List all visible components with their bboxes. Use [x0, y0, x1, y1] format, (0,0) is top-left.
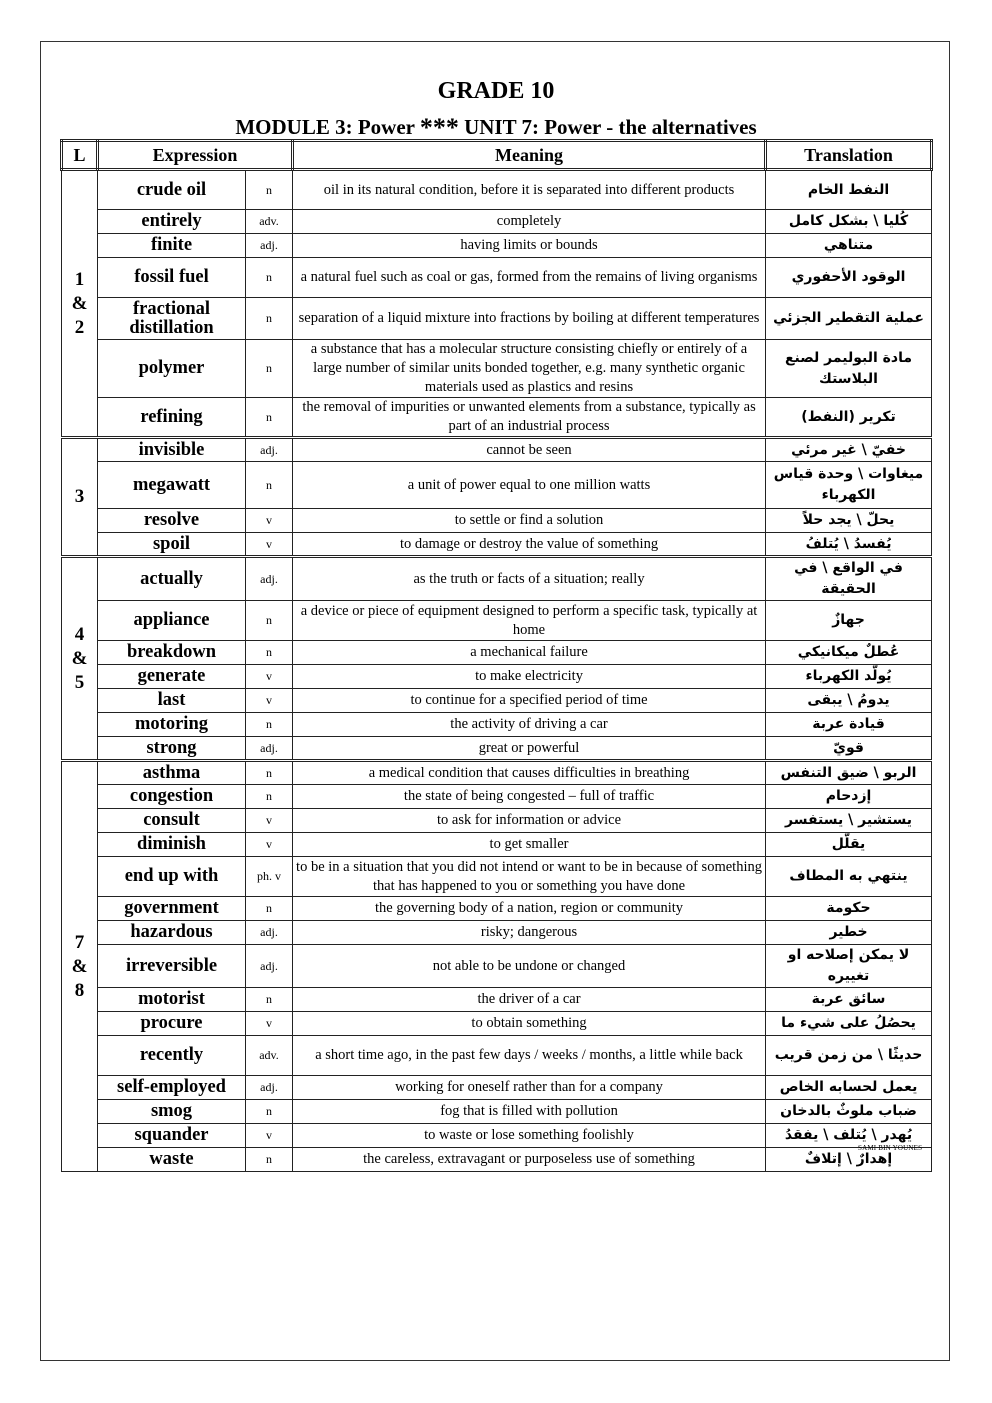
- meaning-text: separation of a liquid mixture into fractions by boiling at different temperatures: [293, 298, 766, 340]
- arabic-translation: الوقود الأحفوري: [766, 258, 932, 298]
- part-of-speech: v: [246, 833, 293, 857]
- vocab-row: [62, 398, 932, 438]
- expression-word: procure: [98, 1012, 246, 1036]
- meaning-text: to continue for a specified period of time: [293, 689, 766, 713]
- part-of-speech: n: [246, 258, 293, 298]
- vocab-row: [62, 170, 932, 210]
- part-of-speech: n: [246, 462, 293, 509]
- expression-word: invisible: [98, 438, 246, 462]
- meaning-text: having limits or bounds: [293, 234, 766, 258]
- expression-word: generate: [98, 665, 246, 689]
- meaning-text: to obtain something: [293, 1012, 766, 1036]
- expression-word: self-employed: [98, 1076, 246, 1100]
- arabic-translation: الربو \ ضيق التنفس: [766, 761, 932, 785]
- part-of-speech: adj.: [246, 438, 293, 462]
- arabic-translation: يُهدر \ يُتلف \ يفقدُ: [766, 1124, 932, 1148]
- arabic-translation: حديثًا \ من زمن قريب: [766, 1036, 932, 1076]
- grade-title: GRADE 10: [437, 78, 555, 104]
- vocab-row: [62, 509, 932, 533]
- vocab-row: [62, 210, 932, 234]
- author-signature: SAMI BIN YOUNES: [858, 1144, 923, 1152]
- vocab-row: [62, 1124, 932, 1148]
- arabic-translation: جهازٌ: [766, 601, 932, 641]
- meaning-text: working for oneself rather than for a company: [293, 1076, 766, 1100]
- module-prefix: MODULE 3: Power: [235, 115, 420, 139]
- arabic-translation: يحلّ \ يجد حلاً: [766, 509, 932, 533]
- meaning-text: the activity of driving a car: [293, 713, 766, 737]
- expression-word: strong: [98, 737, 246, 761]
- expression-word: motorist: [98, 988, 246, 1012]
- part-of-speech: adj.: [246, 945, 293, 988]
- expression-word: last: [98, 689, 246, 713]
- arabic-translation: ضباب ملوثٌ بالدخان: [766, 1100, 932, 1124]
- expression-word: asthma: [98, 761, 246, 785]
- arabic-translation: لا يمكن إصلاحه او تغييره: [766, 945, 932, 988]
- expression-word: polymer: [98, 340, 246, 398]
- expression-word: congestion: [98, 785, 246, 809]
- arabic-translation: كُليا \ بشكل كامل: [766, 210, 932, 234]
- meaning-text: a mechanical failure: [293, 641, 766, 665]
- expression-word: hazardous: [98, 921, 246, 945]
- vocab-row: [62, 641, 932, 665]
- arabic-translation: إهدارٌ \ إتلافٌ: [766, 1148, 932, 1172]
- vocab-row: [62, 945, 932, 988]
- meaning-text: completely: [293, 210, 766, 234]
- meaning-text: the driver of a car: [293, 988, 766, 1012]
- part-of-speech: n: [246, 298, 293, 340]
- part-of-speech: adj.: [246, 557, 293, 601]
- vocab-row: [62, 462, 932, 509]
- meaning-text: not able to be undone or changed: [293, 945, 766, 988]
- meaning-text: a medical condition that causes difficulties in breathing: [293, 761, 766, 785]
- meaning-text: to be in a situation that you did not intend or want to be in because of something that has happened to you or something you have done: [293, 857, 766, 897]
- part-of-speech: n: [246, 1148, 293, 1172]
- arabic-translation: في الواقع \ في الحقيقة: [766, 557, 932, 601]
- vocab-row: [62, 1148, 932, 1172]
- arabic-translation: مادة البوليمر لصنع البلاستك: [766, 340, 932, 398]
- meaning-text: to waste or lose something foolishly: [293, 1124, 766, 1148]
- part-of-speech: n: [246, 988, 293, 1012]
- expression-word: megawatt: [98, 462, 246, 509]
- meaning-text: the governing body of a nation, region or community: [293, 897, 766, 921]
- vocab-row: [62, 1012, 932, 1036]
- expression-word: government: [98, 897, 246, 921]
- meaning-text: cannot be seen: [293, 438, 766, 462]
- vocab-row: [62, 438, 932, 462]
- module-title: [0, 111, 992, 141]
- part-of-speech: v: [246, 1012, 293, 1036]
- col-lesson: L: [62, 141, 98, 170]
- arabic-translation: إزدحام: [766, 785, 932, 809]
- expression-word: recently: [98, 1036, 246, 1076]
- part-of-speech: v: [246, 509, 293, 533]
- expression-word: irreversible: [98, 945, 246, 988]
- meaning-text: the careless, extravagant or purposeless use of something: [293, 1148, 766, 1172]
- expression-word: waste: [98, 1148, 246, 1172]
- arabic-translation: يدومُ \ يبقى: [766, 689, 932, 713]
- part-of-speech: n: [246, 897, 293, 921]
- part-of-speech: n: [246, 1100, 293, 1124]
- vocab-row: [62, 234, 932, 258]
- part-of-speech: n: [246, 340, 293, 398]
- arabic-translation: ينتهي به المطاف: [766, 857, 932, 897]
- vocab-row: [62, 737, 932, 761]
- arabic-translation: قيادة عربة: [766, 713, 932, 737]
- expression-word: refining: [98, 398, 246, 438]
- part-of-speech: n: [246, 641, 293, 665]
- expression-word: finite: [98, 234, 246, 258]
- vocab-row: [62, 897, 932, 921]
- expression-word: diminish: [98, 833, 246, 857]
- expression-word: entirely: [98, 210, 246, 234]
- vocab-row: [62, 665, 932, 689]
- arabic-translation: خفيّ \ غير مرئي: [766, 438, 932, 462]
- vocab-row: [62, 298, 932, 340]
- vocab-row: [62, 761, 932, 785]
- arabic-translation: حكومة: [766, 897, 932, 921]
- expression-word: breakdown: [98, 641, 246, 665]
- vocab-row: [62, 833, 932, 857]
- unit-title: UNIT 7: Power - the alternatives: [458, 115, 757, 139]
- vocab-row: [62, 1076, 932, 1100]
- vocabulary-body: [62, 170, 932, 1172]
- meaning-text: risky; dangerous: [293, 921, 766, 945]
- arabic-translation: النفط الخام: [766, 170, 932, 210]
- arabic-translation: يحصُلُ على شيء ما: [766, 1012, 932, 1036]
- lesson-label: 3: [62, 438, 98, 557]
- meaning-text: to make electricity: [293, 665, 766, 689]
- vocab-row: [62, 340, 932, 398]
- header-row: [62, 141, 932, 170]
- meaning-text: fog that is filled with pollution: [293, 1100, 766, 1124]
- part-of-speech: adj.: [246, 921, 293, 945]
- part-of-speech: n: [246, 713, 293, 737]
- meaning-text: to ask for information or advice: [293, 809, 766, 833]
- expression-word: spoil: [98, 533, 246, 557]
- expression-word: crude oil: [98, 170, 246, 210]
- vocab-row: [62, 713, 932, 737]
- meaning-text: a short time ago, in the past few days / weeks / months, a little while back: [293, 1036, 766, 1076]
- expression-word: consult: [98, 809, 246, 833]
- vocab-row: [62, 533, 932, 557]
- vocab-row: [62, 1036, 932, 1076]
- vocab-row: [62, 921, 932, 945]
- arabic-translation: تكرير (النفط): [766, 398, 932, 438]
- meaning-text: great or powerful: [293, 737, 766, 761]
- arabic-translation: متناهي: [766, 234, 932, 258]
- col-translation: Translation: [766, 141, 932, 170]
- vocab-row: [62, 785, 932, 809]
- part-of-speech: adj.: [246, 737, 293, 761]
- part-of-speech: n: [246, 601, 293, 641]
- col-expression: Expression: [98, 141, 293, 170]
- part-of-speech: n: [246, 785, 293, 809]
- arabic-translation: خطير: [766, 921, 932, 945]
- meaning-text: a device or piece of equipment designed to perform a specific task, typically at home: [293, 601, 766, 641]
- arabic-translation: يستشير \ يستفسر: [766, 809, 932, 833]
- meaning-text: a natural fuel such as coal or gas, formed from the remains of living organisms: [293, 258, 766, 298]
- expression-word: fossil fuel: [98, 258, 246, 298]
- part-of-speech: adv.: [246, 210, 293, 234]
- part-of-speech: adj.: [246, 234, 293, 258]
- vocabulary-table: [60, 139, 933, 1172]
- expression-word: smog: [98, 1100, 246, 1124]
- part-of-speech: v: [246, 665, 293, 689]
- arabic-translation: عُطلٌ ميكانيكي: [766, 641, 932, 665]
- meaning-text: oil in its natural condition, before it is separated into different products: [293, 170, 766, 210]
- vocab-row: [62, 258, 932, 298]
- vocab-row: [62, 1100, 932, 1124]
- expression-word: squander: [98, 1124, 246, 1148]
- lesson-label: 4 & 5: [62, 557, 98, 761]
- meaning-text: a substance that has a molecular structure consisting chiefly or entirely of a large number of similar units bonded together, e.g. many synthetic organic materials used as plastics and resins: [293, 340, 766, 398]
- meaning-text: to damage or destroy the value of something: [293, 533, 766, 557]
- part-of-speech: n: [246, 398, 293, 438]
- lesson-label: 1 & 2: [62, 170, 98, 438]
- part-of-speech: n: [246, 170, 293, 210]
- expression-word: fractional distillation: [98, 298, 246, 340]
- vocab-row: [62, 988, 932, 1012]
- arabic-translation: يعمل لحسابه الخاص: [766, 1076, 932, 1100]
- part-of-speech: v: [246, 1124, 293, 1148]
- meaning-text: to get smaller: [293, 833, 766, 857]
- arabic-translation: يُفسدُ \ يُتلفُ: [766, 533, 932, 557]
- arabic-translation: يُولّد الكهرباء: [766, 665, 932, 689]
- vocab-row: [62, 601, 932, 641]
- part-of-speech: n: [246, 761, 293, 785]
- vocab-row: [62, 689, 932, 713]
- expression-word: motoring: [98, 713, 246, 737]
- expression-word: appliance: [98, 601, 246, 641]
- meaning-text: the state of being congested – full of traffic: [293, 785, 766, 809]
- part-of-speech: v: [246, 533, 293, 557]
- meaning-text: as the truth or facts of a situation; really: [293, 557, 766, 601]
- arabic-translation: يقلّل: [766, 833, 932, 857]
- expression-word: actually: [98, 557, 246, 601]
- meaning-text: to settle or find a solution: [293, 509, 766, 533]
- vocab-row: [62, 809, 932, 833]
- expression-word: end up with: [98, 857, 246, 897]
- col-meaning: Meaning: [293, 141, 766, 170]
- arabic-translation: ميغاوات \ وحدة قياس الكهرباء: [766, 462, 932, 509]
- part-of-speech: adj.: [246, 1076, 293, 1100]
- vocab-row: [62, 557, 932, 601]
- part-of-speech: adv.: [246, 1036, 293, 1076]
- arabic-translation: قويّ: [766, 737, 932, 761]
- part-of-speech: v: [246, 689, 293, 713]
- meaning-text: a unit of power equal to one million watts: [293, 462, 766, 509]
- part-of-speech: v: [246, 809, 293, 833]
- part-of-speech: ph. v: [246, 857, 293, 897]
- expression-word: resolve: [98, 509, 246, 533]
- stars: ***: [419, 113, 459, 142]
- arabic-translation: سائق عربة: [766, 988, 932, 1012]
- vocab-row: [62, 857, 932, 897]
- lesson-label: 7 & 8: [62, 761, 98, 1172]
- arabic-translation: عملية التقطير الجزئي: [766, 298, 932, 340]
- meaning-text: the removal of impurities or unwanted elements from a substance, typically as part of an industrial process: [293, 398, 766, 438]
